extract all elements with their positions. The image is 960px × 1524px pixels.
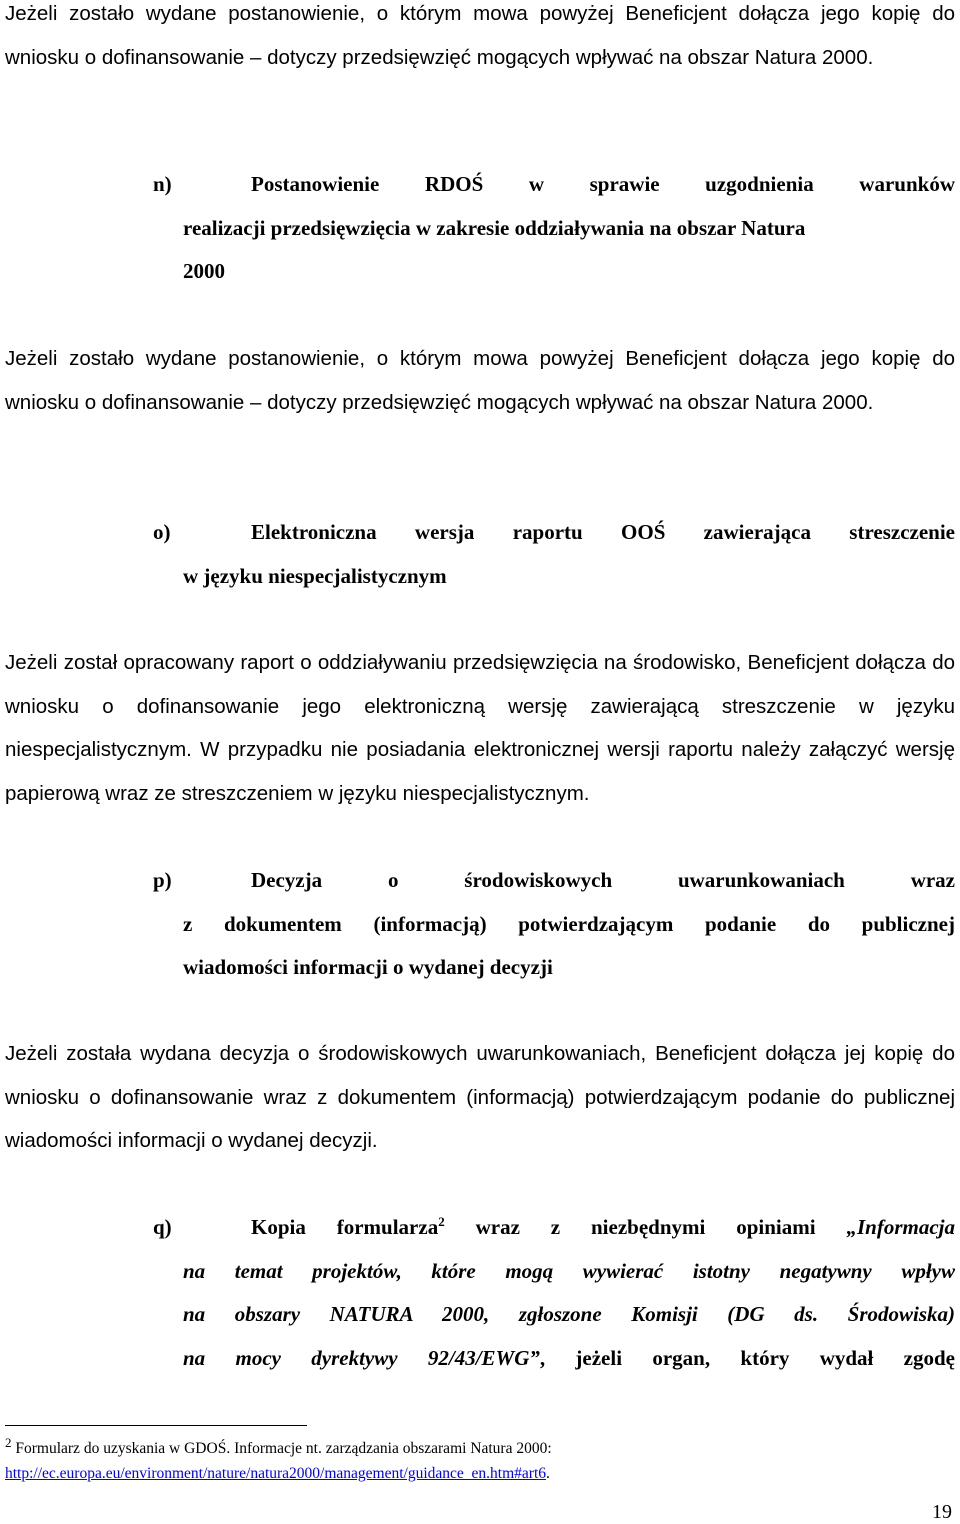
section-heading-p-line3: wiadomości informacji o wydanej decyzji <box>183 955 553 979</box>
section-heading-q-text-b: wraz z niezbędnymi opiniami <box>444 1215 847 1239</box>
footnote-marker: 2 <box>5 1434 12 1450</box>
section-letter-p: p) <box>153 868 172 892</box>
footnote-separator <box>5 1425 307 1426</box>
section-heading-q-text-a: Kopia formularza <box>251 1215 439 1239</box>
section-heading-q-title-start: „Informacja <box>846 1215 955 1239</box>
section-heading-q-line4 <box>153 1337 955 1381</box>
paragraph-raport-oos: Jeżeli został opracowany raport o oddziaływaniu przedsięwzięcia na środowisko, Beneficjent dołącza do wniosku o dofinansowanie jego elektroniczną wersję zawierającą streszczenie w języku niespecjalistycznym. W przypadku nie posiadania elektronicznej wersji raportu należy załączyć wersję papierową wraz ze streszczeniem w języku niespecjalistycznym. <box>5 651 955 805</box>
section-heading-n-line3: 2000 <box>183 259 225 283</box>
section-letter-o: o) <box>153 520 171 544</box>
section-heading-q <box>153 1206 955 1380</box>
section-heading-q-title-line2: na temat projektów, które mogą wywierać istotny negatywny wpływ <box>183 1258 955 1283</box>
footnote <box>5 1436 955 1486</box>
section-heading-o-line2: w języku niespecjalistycznym <box>183 563 447 588</box>
section-heading-q-title-line3: na obszary NATURA 2000, zgłoszone Komisji (DG ds. Środowiska) <box>183 1302 955 1326</box>
section-heading-p <box>153 859 955 990</box>
paragraph-natura-note-2: Jeżeli zostało wydane postanowienie, o którym mowa powyżej Beneficjent dołącza jego kopię do wniosku o dofinansowanie – dotyczy przedsięwzięć mogących wpływać na obszar Natura 2000. <box>5 347 955 414</box>
section-heading-o-line1: Elektroniczna wersja raportu OOŚ zawierająca streszczenie <box>251 520 955 544</box>
section-heading-q-line2 <box>153 1250 955 1294</box>
section-heading-q-line1 <box>251 1206 955 1250</box>
section-heading-n <box>153 163 955 294</box>
section-heading-q-line3 <box>153 1293 955 1337</box>
section-heading-p-line2: z dokumentem (informacją) potwierdzającym podanie do publicznej <box>183 911 955 936</box>
paragraph-natura-note-1: Jeżeli zostało wydane postanowienie, o którym mowa powyżej Beneficjent dołącza jego kopię do wniosku o dofinansowanie – dotyczy przedsięwzięć mogących wpływać na obszar Natura 2000. <box>5 2 955 69</box>
footnote-reference: 2 <box>438 1214 445 1229</box>
section-heading-q-line4-rest: , jeżeli organ, który wydał zgodę <box>539 1345 955 1370</box>
section-letter-q: q) <box>153 1215 172 1239</box>
section-letter-n: n) <box>153 172 172 196</box>
page-number: 19 <box>932 1501 952 1523</box>
footnote-text: Formularz do uzyskania w GDOŚ. Informacje nt. zarządzania obszarami Natura 2000: <box>11 1440 552 1457</box>
section-heading-q-title-line4: na mocy dyrektywy 92/43/EWG” <box>183 1345 540 1370</box>
section-heading-n-line2: realizacji przedsięwzięcia w zakresie oddziaływania na obszar Natura <box>183 215 806 240</box>
section-heading-o <box>153 511 955 598</box>
paragraph-decyzja: Jeżeli została wydana decyzja o środowiskowych uwarunkowaniach, Beneficjent dołącza jej kopię do wniosku o dofinansowanie wraz z dokumentem (informacją) potwierdzającym podanie do publicznej wiadomości informacji o wydanej decyzji. <box>5 1042 955 1152</box>
section-heading-p-line1: Decyzja o środowiskowych uwarunkowaniach wraz <box>251 868 955 892</box>
footnote-link[interactable]: http://ec.europa.eu/environment/nature/natura2000/management/guidance_en.htm#art6 <box>5 1465 547 1482</box>
footnote-trailing: . <box>546 1465 550 1482</box>
section-heading-n-line1: Postanowienie RDOŚ w sprawie uzgodnienia warunków <box>251 172 955 196</box>
